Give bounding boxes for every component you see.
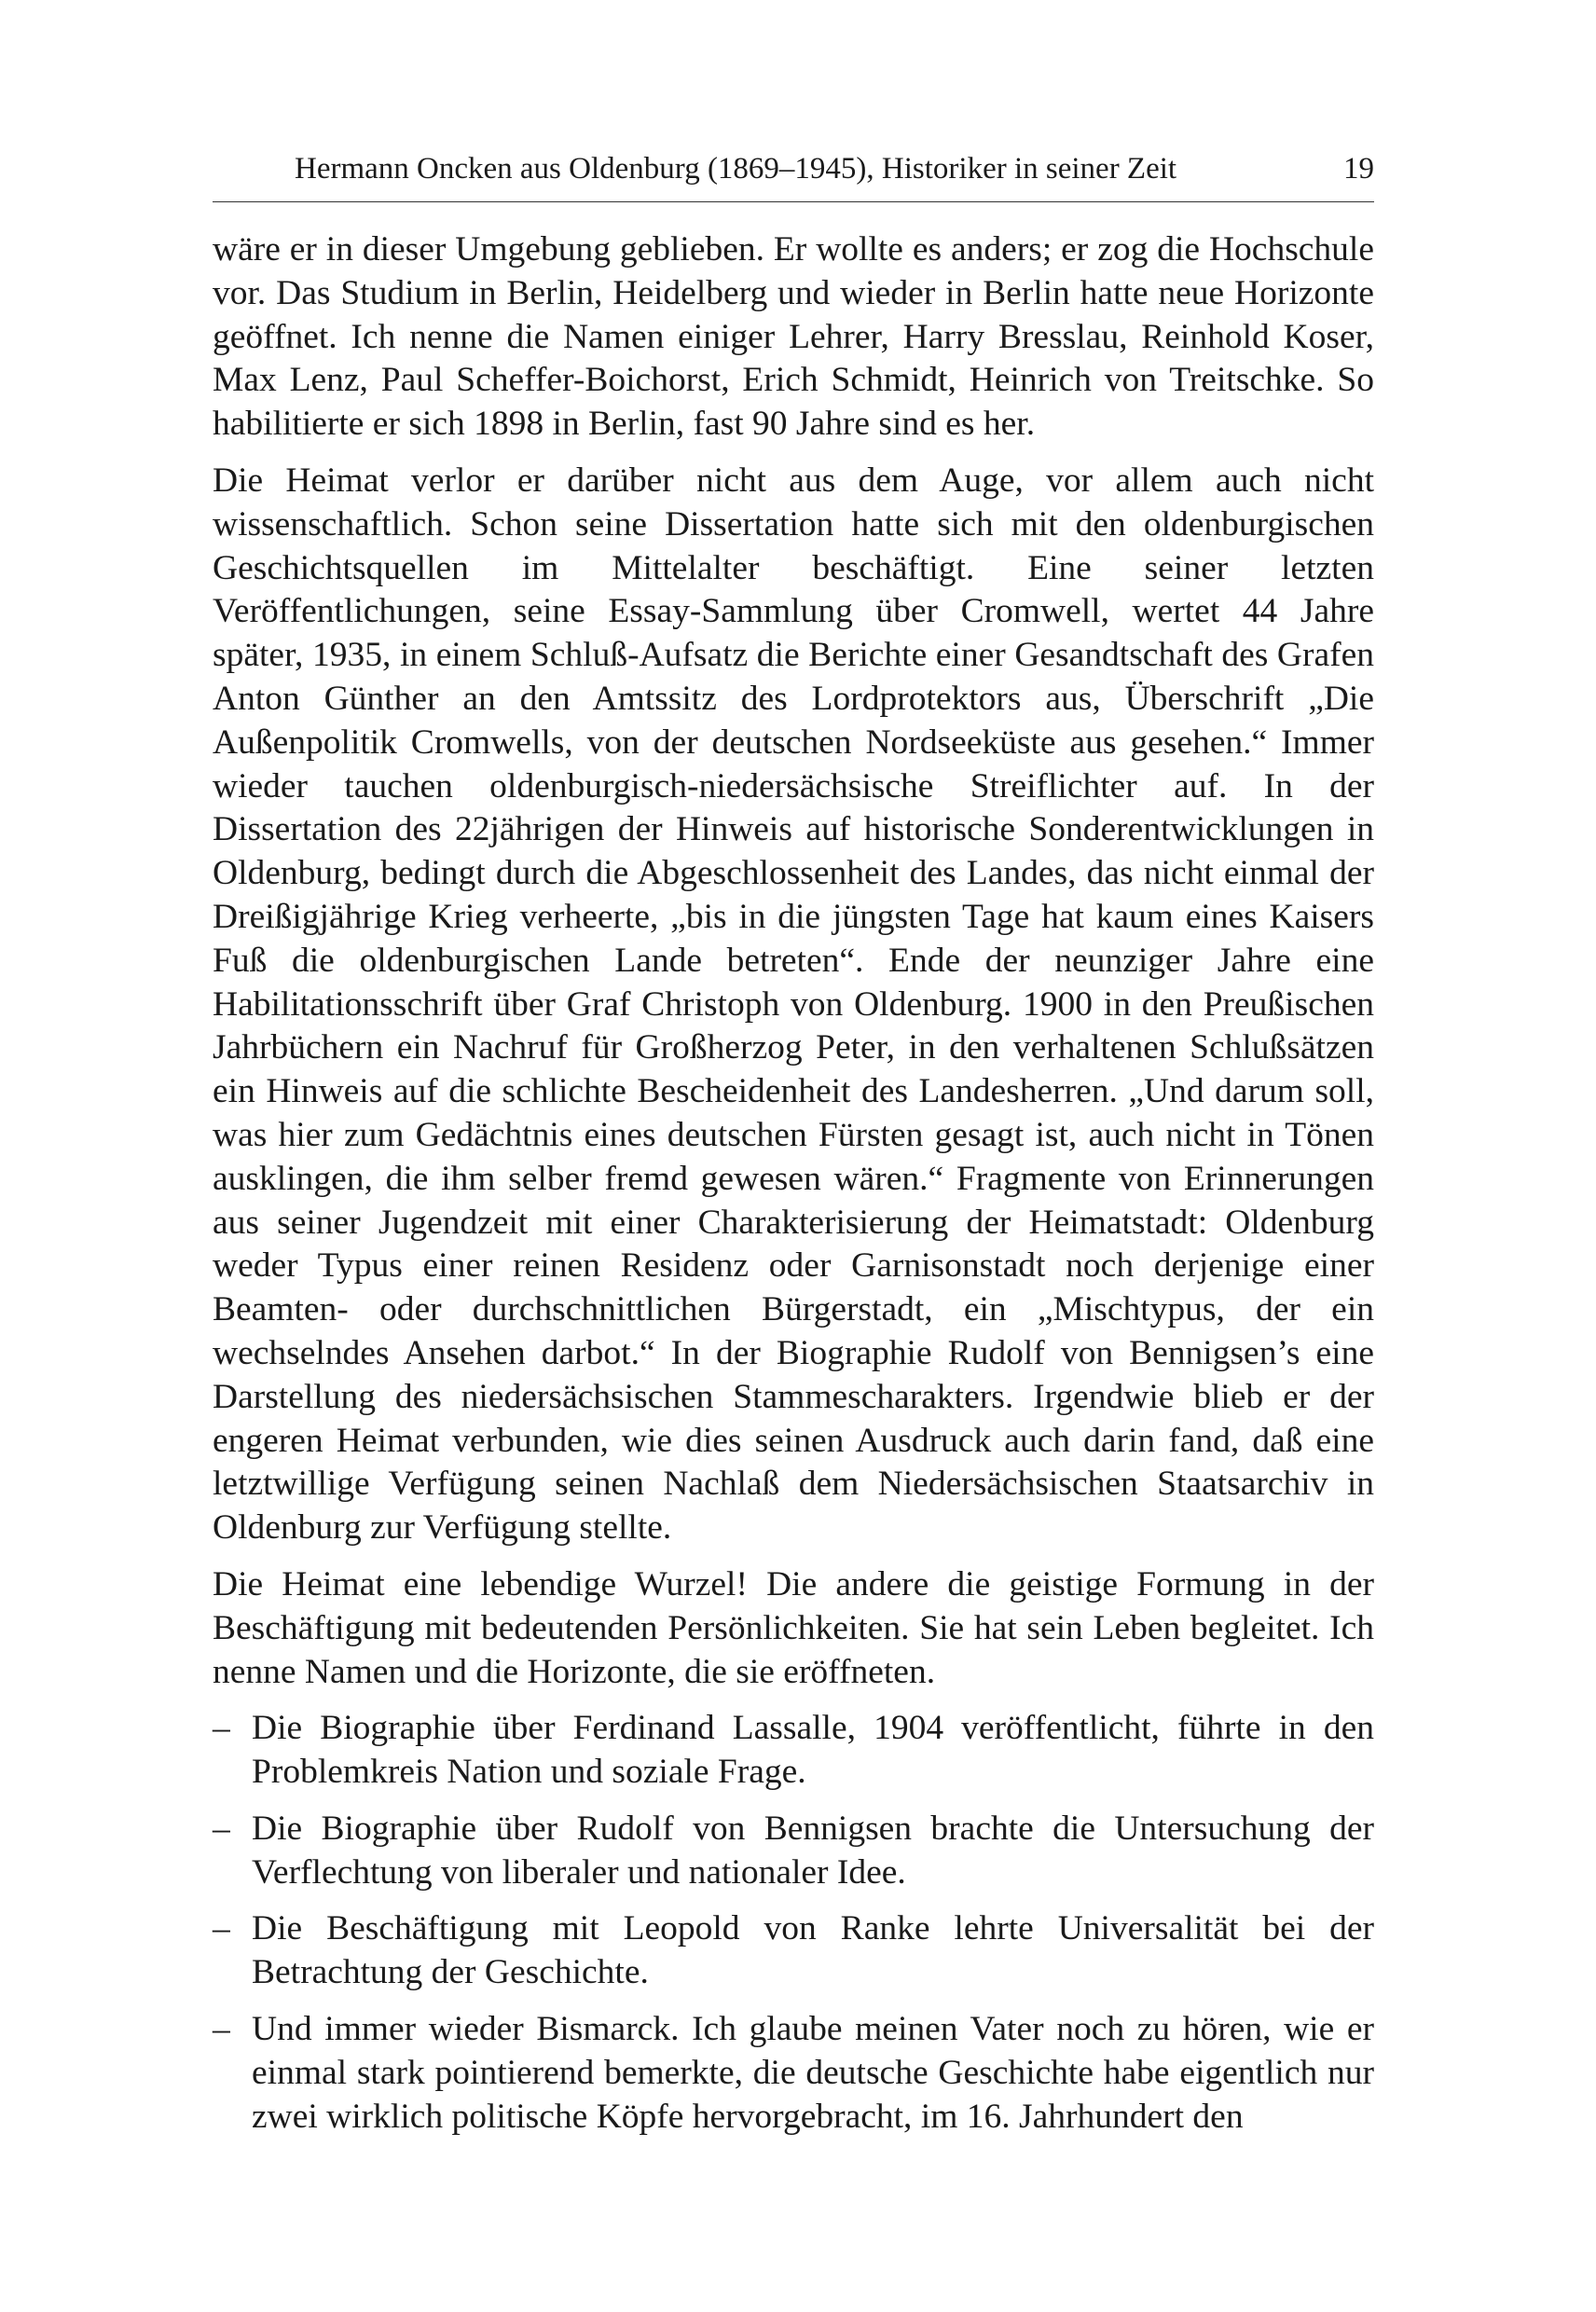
list-item bbox=[213, 1808, 1374, 1895]
running-title: Hermann Oncken aus Oldenburg (1869–1945), Historiker in seiner Zeit bbox=[295, 152, 1177, 186]
dash-list bbox=[213, 1707, 1374, 2139]
list-item-text: Und immer wieder Bismarck. Ich glaube meinen Vater noch zu hören, wie er einmal stark pointierend bemerkte, die deutsche Geschichte habe eigentlich nur zwei wirklich politische Köpfe hervorgebracht, im 16. Jahrhundert den bbox=[252, 2010, 1374, 2136]
dash-marker: – bbox=[213, 1909, 230, 1948]
page bbox=[213, 149, 1374, 2152]
page-number: 19 bbox=[1343, 152, 1374, 186]
dash-marker: – bbox=[213, 1809, 230, 1848]
dash-marker: – bbox=[213, 1709, 230, 1748]
list-item bbox=[213, 1907, 1374, 1995]
list-item-text: Die Biographie über Rudolf von Bennigsen brachte die Untersuchung der Verflechtung von liberaler und nationaler Idee. bbox=[252, 1809, 1374, 1892]
running-head bbox=[213, 149, 1374, 202]
paragraph: Die Heimat eine lebendige Wurzel! Die andere die geistige Formung in der Beschäftigung mit bedeutenden Persönlichkeiten. Sie hat sein Leben begleitet. Ich nenne Namen und die Horizonte, die sie eröffneten. bbox=[213, 1564, 1374, 1691]
list-item bbox=[213, 2008, 1374, 2139]
paragraph: Die Heimat verlor er darüber nicht aus dem Auge, vor allem auch nicht wissenschaftlich. Schon seine Dissertation hatte sich mit den oldenburgischen Geschichtsquellen im Mittelalter beschäftigt. Eine seiner letzten Veröffentlichungen, seine Essay-Sammlung über Cromwell, wertet 44 Jahre später, 1935, in einem Schluß-Aufsatz die Berichte einer Gesandtschaft des Grafen Anton Günther an den Amtssitz des Lordprotektors aus, Überschrift „Die Außenpolitik Cromwells, von der deutschen Nordseeküste aus gesehen.“ Immer wieder tauchen oldenburgisch-niedersächsische Streiflichter auf. In der Dissertation des 22jährigen der Hinweis auf historische Sonderentwicklungen in Oldenburg, bedingt durch die Abgeschlossenheit des Landes, das nicht einmal der Dreißigjährige Krieg verheerte, „bis in die jüngsten Tage hat kaum eines Kaisers Fuß die oldenburgischen Lande betreten“. Ende der neunziger Jahre eine Habilitationsschrift über Graf Christoph von Oldenburg. 1900 in den Preußischen Jahrbüchern ein Nachruf für Großherzog Peter, in den verhaltenen Schlußsätzen ein Hinweis auf die schlichte Bescheidenheit des Landesherren. „Und darum soll, was hier zum Gedächtnis eines deutschen Fürsten gesagt ist, auch nicht in Tönen ausklingen, die ihm selber fremd gewesen wären.“ Fragmente von Erinnerungen aus seiner Jugendzeit mit einer Charakterisierung der Heimatstadt: Oldenburg weder Typus einer reinen Residenz oder Garnisonstadt noch derjenige einer Beamten- oder durchschnittlichen Bürgerstadt, ein „Mischtypus, der ein wechselndes Ansehen darbot.“ In der Biographie Rudolf von Bennigsen’s eine Darstellung des niedersächsischen Stammescharakters. Irgendwie blieb er der engeren Heimat verbunden, wie dies seinen Ausdruck auch darin fand, daß eine letztwillige Verfügung seinen Nachlaß dem Niedersächsischen Staatsarchiv in Oldenburg zur Verfügung stellte. bbox=[213, 461, 1374, 1548]
list-item-text: Die Biographie über Ferdinand Lassalle, 1904 veröffentlicht, führte in den Problemkreis Nation und soziale Frage. bbox=[252, 1709, 1374, 1792]
list-item bbox=[213, 1707, 1374, 1795]
body-text bbox=[213, 228, 1374, 2139]
paragraph: wäre er in dieser Umgebung geblieben. Er wollte es anders; er zog die Hochschule vor. Das Studium in Berlin, Heidelberg und wieder in Berlin hatte neue Horizonte geöffnet. Ich nenne die Namen einiger Lehrer, Harry Bresslau, Reinhold Koser, Max Lenz, Paul Scheffer-Boichorst, Erich Schmidt, Heinrich von Treitschke. So habilitierte er sich 1898 in Berlin, fast 90 Jahre sind es her. bbox=[213, 230, 1374, 444]
dash-marker: – bbox=[213, 2010, 230, 2049]
list-item-text: Die Beschäftigung mit Leopold von Ranke lehrte Universalität bei der Betrachtung der Geschichte. bbox=[252, 1909, 1374, 1992]
